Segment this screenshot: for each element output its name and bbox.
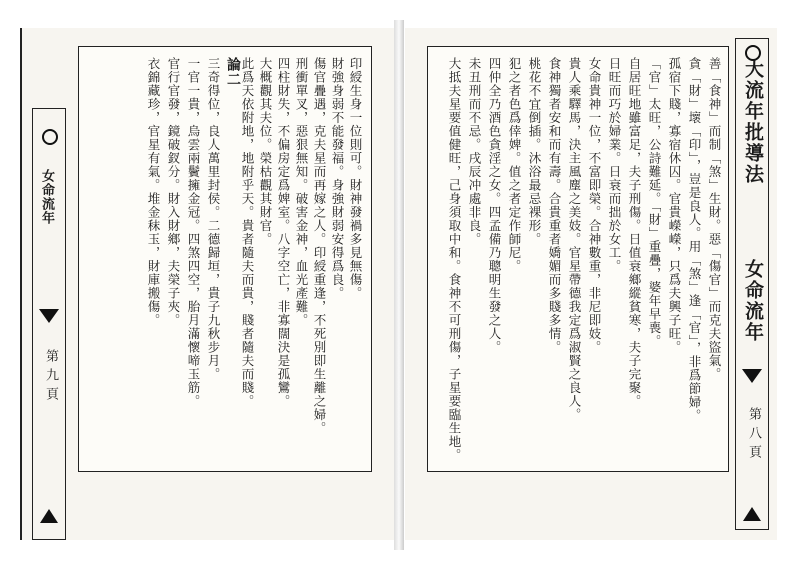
- text-column: 自居旺地雖富足，夫子刑傷。日值衰鄉縱貧寒，夫子完聚。: [627, 57, 642, 408]
- arrow-down-icon: [39, 309, 59, 323]
- left-page: [20, 28, 394, 540]
- text-column: 桃花不宜倒插。沐浴最忌裸形。: [527, 57, 542, 246]
- book-gutter: [394, 20, 404, 550]
- text-column: 財強身弱不能發福。身強財弱安得爲良。: [330, 57, 345, 300]
- text-column: 貪「財」壞「印」，豈是良人。用「煞」逢「官」，非爲節婦。: [687, 57, 702, 423]
- text-column: 官行官發，鏡破釵分。財入財鄉，夫榮子夾。: [166, 57, 181, 327]
- section-heading: 論二: [225, 57, 241, 87]
- text-column: 印綬生身一位則可。財神發禍多見無傷。: [348, 57, 363, 300]
- text-column: 此爲天依附地，地附乎天。貴者隨夫而貴，賤者隨夫而賤。: [240, 57, 255, 408]
- text-column: 孤宿下賤，寡宿休囚。官貴嶸嶸，只爲夫興子旺。: [667, 57, 682, 354]
- text-column: 傷官疊遇，克夫星而再嫁之人。印綬重逢，不死別即生離之婦。: [312, 57, 327, 435]
- text-column: 四柱財失，不偏房定爲婢室。八字空亡，非寡闊決是孤鸞。: [276, 57, 291, 408]
- arrow-down-icon: [742, 369, 762, 383]
- left-page-sidebar: [32, 108, 66, 540]
- page-number: 第九頁: [43, 349, 58, 406]
- text-column: 犯之者色爲倖婢。值之者定作師尼。: [507, 57, 522, 273]
- text-column: 一官一貴，烏雲兩鬢擁金冠。四煞四空，胎月滿懷啼玉筋。: [186, 57, 201, 408]
- text-column: 大抵夫星要值健旺，己身須取中和。食神不可刑傷，子星要臨生地。: [447, 57, 462, 462]
- right-page: [405, 28, 777, 540]
- text-column: 貴人乘驛馬，決主風塵之美妓。官星帶德我定爲淑賢之良人。: [567, 57, 582, 422]
- running-title: 女命流年: [39, 169, 54, 225]
- text-column: 四仲全乃酒色貪淫之女。四孟備乃聰明生發之人。: [487, 57, 502, 354]
- book-title: 大流年批導法: [742, 59, 764, 185]
- triangle-ornament-icon: [40, 509, 58, 523]
- text-column: 刑衝單叉，惡狠無知。破害金神，血光產難。: [294, 57, 309, 327]
- text-column: 食神獨者安和而有壽。合貴重者嬌媚而多賤多情。: [547, 57, 562, 354]
- right-page-sidebar: [735, 38, 769, 530]
- circle-ornament-icon: [42, 129, 58, 145]
- running-title: 女命流年: [742, 259, 764, 343]
- left-text-frame: [78, 46, 372, 472]
- text-column: 日旺而巧於婦業。日衰而拙於女工。: [607, 57, 622, 273]
- right-text-frame: [427, 46, 729, 472]
- text-column: 「官」太旺，公詩難延。「財」重疊，婆年早喪。: [647, 57, 662, 348]
- text-column: 大概觀其夫位。榮枯觀其財官。: [258, 57, 273, 246]
- text-column: 衣錦藏珍，官星有氣。堆金秣玉，財庫搬傷。: [146, 57, 161, 327]
- text-column: 未丑刑而不忌。戌辰冲處非良。: [467, 57, 482, 246]
- triangle-ornament-icon: [743, 507, 761, 521]
- text-column: 三奇得位，良人萬里封侯。二德歸垣，貴子九秋步月。: [206, 57, 221, 381]
- text-column: 善「食神」而制「煞」生財。惡「傷官」而克夫盜氣。: [707, 57, 722, 381]
- text-column: 女命貴神一位，不富即榮。合神數重，非尼即妓。: [587, 57, 602, 354]
- page-number: 第八頁: [746, 407, 761, 464]
